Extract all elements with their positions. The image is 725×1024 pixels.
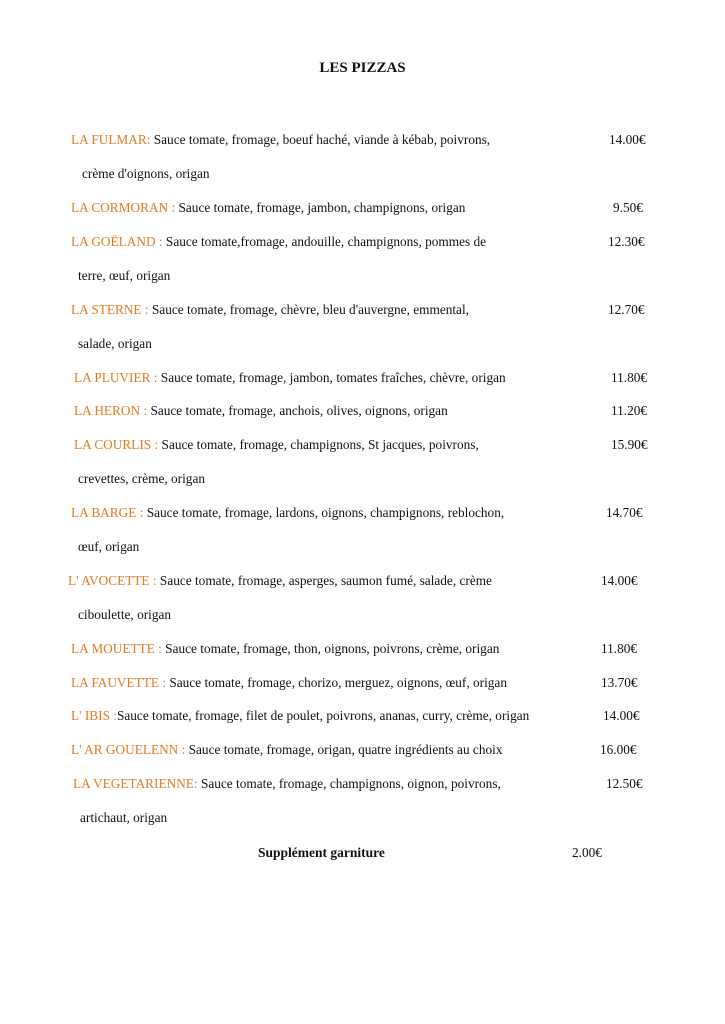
pizza-ibis-line1 (71, 708, 529, 724)
pizza-description: Sauce tomate, fromage, boeuf haché, viande à kébab, poivrons, (150, 132, 491, 147)
pizza-vegetarienne-line1 (73, 776, 501, 792)
pizza-price: 15.90€ (611, 437, 648, 452)
pizza-description-cont: ciboulette, origan (78, 607, 172, 622)
pizza-description-cont: œuf, origan (78, 539, 140, 554)
page-title: LES PIZZAS (319, 60, 406, 76)
pizza-barge-line1 (71, 505, 504, 521)
pizza-fauvette-line1 (71, 675, 507, 691)
pizza-description: Sauce tomate, fromage, origan, quatre ingrédients au choix (185, 742, 503, 757)
pizza-name: LA MOUETTE : (71, 641, 162, 656)
pizza-cormoran-line1 (71, 200, 465, 216)
pizza-description: Sauce tomate, fromage, lardons, oignons, champignons, reblochon, (143, 505, 505, 520)
pizza-price: 9.50€ (613, 200, 643, 215)
pizza-name: LA FULMAR: (71, 132, 151, 147)
pizza-name: L' AR GOUELENN : (71, 742, 186, 757)
pizza-description: Sauce tomate, fromage, asperges, saumon fumé, salade, crème (156, 573, 492, 588)
supplement-label: Supplément garniture (258, 845, 385, 860)
pizza-price: 11.20€ (611, 403, 648, 418)
pizza-name: LA PLUVIER : (74, 370, 158, 385)
pizza-price: 12.50€ (606, 776, 643, 791)
pizza-description: Sauce tomate, fromage, filet de poulet, poivrons, ananas, curry, crème, origan (116, 708, 530, 723)
pizza-description-cont: crème d'oignons, origan (82, 166, 210, 181)
pizza-ar-gouelenn-line1 (71, 742, 502, 758)
pizza-description-cont: artichaut, origan (80, 810, 168, 825)
pizza-name: LA BARGE : (71, 505, 144, 520)
pizza-courlis-line1 (74, 437, 479, 453)
pizza-description: Sauce tomate, fromage, champignons, oignon, poivrons, (197, 776, 501, 791)
pizza-name: L' AVOCETTE : (68, 573, 157, 588)
pizza-price: 12.30€ (608, 234, 645, 249)
pizza-name: LA FAUVETTE : (71, 675, 167, 690)
pizza-price: 11.80€ (601, 641, 638, 656)
pizza-pluvier-line1 (74, 370, 506, 386)
pizza-description: Sauce tomate, fromage, jambon, champignons, origan (175, 200, 466, 215)
pizza-name: LA COURLIS : (74, 437, 159, 452)
pizza-description-cont: terre, œuf, origan (78, 268, 171, 283)
pizza-price: 12.70€ (608, 302, 645, 317)
pizza-description: Sauce tomate, fromage, chèvre, bleu d'auvergne, emmental, (148, 302, 469, 317)
pizza-name: LA HERON : (74, 403, 148, 418)
pizza-fulmar-line1 (71, 132, 490, 148)
pizza-mouette-line1 (71, 641, 499, 657)
pizza-price: 13.70€ (601, 675, 638, 690)
pizza-name: LA GOËLAND : (71, 234, 163, 249)
pizza-description: Sauce tomate, fromage, champignons, St jacques, poivrons, (158, 437, 479, 452)
pizza-name: LA CORMORAN : (71, 200, 176, 215)
pizza-price: 14.00€ (601, 573, 638, 588)
pizza-price: 11.80€ (611, 370, 648, 385)
pizza-description-cont: salade, origan (78, 336, 152, 351)
pizza-description-cont: crevettes, crème, origan (78, 471, 205, 486)
pizza-price: 14.00€ (603, 708, 640, 723)
pizza-sterne-line1 (71, 302, 469, 318)
pizza-description: Sauce tomate, fromage, chorizo, merguez, oignons, œuf, origan (166, 675, 507, 690)
pizza-description: Sauce tomate, fromage, anchois, olives, oignons, origan (147, 403, 448, 418)
pizza-description: Sauce tomate,fromage, andouille, champignons, pommes de (162, 234, 487, 249)
pizza-description: Sauce tomate, fromage, jambon, tomates fraîches, chèvre, origan (157, 370, 506, 385)
pizza-goeland-line1 (71, 234, 486, 250)
pizza-name: L' IBIS : (71, 708, 117, 723)
supplement-price: 2.00€ (572, 845, 602, 860)
pizza-name: LA STERNE : (71, 302, 149, 317)
pizza-name: LA VEGETARIENNE: (73, 776, 198, 791)
pizza-heron-line1 (74, 403, 448, 419)
pizza-price: 16.00€ (600, 742, 637, 757)
pizza-avocette-line1 (68, 573, 492, 589)
pizza-description: Sauce tomate, fromage, thon, oignons, poivrons, crème, origan (161, 641, 500, 656)
pizza-price: 14.70€ (606, 505, 643, 520)
pizza-price: 14.00€ (609, 132, 646, 147)
